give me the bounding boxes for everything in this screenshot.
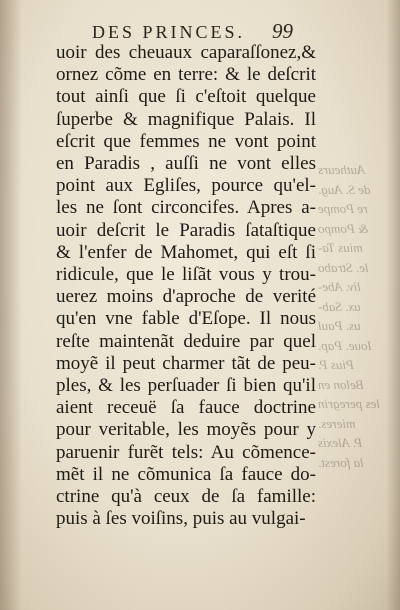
body-text <box>56 42 316 530</box>
bleed-line: de S. Aug. <box>318 181 371 197</box>
text-line: ornez cõme en terre: & le deſcrit <box>56 64 316 86</box>
text-line: uoir des cheuaux caparaſſonez,& <box>56 42 316 63</box>
bleed-line: us. Paul <box>318 318 361 333</box>
spine-shadow <box>0 0 22 610</box>
text-line: uoir deſcrit le Paradis ſataſtique <box>56 219 316 241</box>
bleed-line: P. Alexis <box>318 435 363 450</box>
text-line: les ne ſont circoncifes. Apres a- <box>56 197 316 219</box>
text-line: tout ainſi que ſi c'eſtoit quelque <box>56 86 316 108</box>
bleed-line: re Pompe <box>318 201 368 216</box>
bleed-line: liv. Abe- <box>318 279 361 294</box>
bleed-line: ux. Sab- <box>318 298 361 314</box>
page-header <box>0 14 400 44</box>
text-line: reſte maintenãt deduire par quel <box>56 330 316 352</box>
page-number: 99 <box>272 19 293 43</box>
text-line: ples, & les perſuader ſi bien qu'il <box>56 375 316 397</box>
text-line: & l'enfer de Mahomet, qui eſt ſi <box>56 241 316 263</box>
text-line: aient receuë ſa fauce doctrine <box>56 397 316 419</box>
text-line: point aux Egliſes, pource qu'el- <box>56 175 316 197</box>
text-line: moyẽ il peut charmer tãt de peu- <box>56 352 316 374</box>
text-line: mẽt il ne cõmunica ſa fauce do- <box>56 463 316 485</box>
text-line: ridicule, que le liſãt vous y trou- <box>56 264 316 286</box>
bleed-line: Pius P. <box>318 357 354 372</box>
text-line: ſuperbe & magnifique Palais. Il <box>56 108 316 130</box>
text-line: qu'en vne fable d'Eſope. Il nous <box>56 308 316 330</box>
bleed-line: Ioue. Pap. <box>318 337 372 353</box>
text-line: uerez moins d'aproche de verité <box>56 286 316 308</box>
bleed-through-marginalia <box>318 160 398 472</box>
text-line: paruenir furẽt tels: Au cõmence- <box>56 441 316 463</box>
bleed-line: mieres. <box>318 415 356 431</box>
bleed-line: Autheurs <box>318 162 365 177</box>
text-line: puis à ſes voiſins, puis au vulgai- <box>56 508 306 530</box>
bleed-line: les peregrin <box>318 396 380 411</box>
text-line: ctrine qu'à ceux de ſa famille: <box>56 486 316 508</box>
bleed-line: la forest. <box>318 454 364 470</box>
bleed-line: le. Strabo <box>318 259 369 275</box>
bleed-line: & Pompo <box>318 220 369 236</box>
bleed-line: mius Ta- <box>318 240 363 255</box>
text-line: eſcrit que femmes ne vont point <box>56 130 316 152</box>
text-line: pour veritable, les moyẽs pour y <box>56 419 316 441</box>
running-head: DES PRINCES. <box>92 22 246 42</box>
bleed-line: Belon en <box>318 376 364 392</box>
text-line: en Paradis , auſſi ne vont elles <box>56 153 316 175</box>
